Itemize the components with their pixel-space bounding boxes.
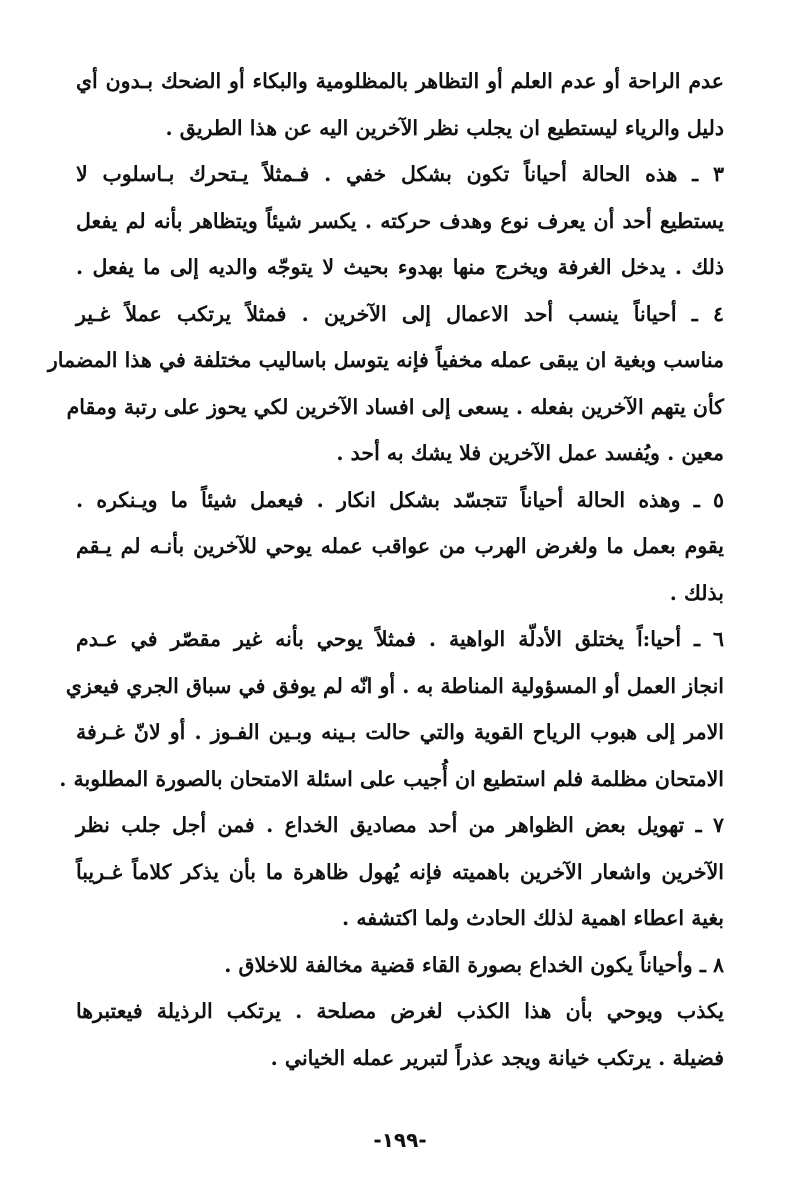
- text-line: بذلك .: [669, 580, 724, 605]
- text-line: الآخرين واشعار الآخرين باهميته فإنه يُهول ظاهرة ما بأن يذكر كلاماً غـريباً: [76, 859, 724, 884]
- text-line: كأن يتهم الآخرين بفعله . يسعى إلى افساد الآخرين لكي يحوز على رتبة ومقام: [66, 394, 724, 419]
- text-line: يقوم بعمل ما ولغرض الهرب من عواقب عمله يوحي للآخرين بأنـه لم يـقم: [76, 534, 724, 558]
- text-line: انجاز العمل أو المسؤولية المناطة به . أو انّه لم يوفق في سباق الجري فيعزي: [65, 673, 724, 698]
- text-line: يستطيع أحد أن يعرف نوع وهدف حركته . يكسر شيئاً ويتظاهر بأنه لم يفعل: [76, 208, 724, 233]
- text-line: ٦ ـ أحيا:اً يختلق الأدلّة الواهية . فمثلاً يوحي بأنه غير مقصّر في عـدم: [76, 627, 724, 651]
- text-line: ٧ ـ تهويل بعض الظواهر من أحد مصاديق الخداع . فمن أجل جلب نظر: [76, 813, 724, 837]
- page-number: -١٩٩-: [373, 1128, 427, 1152]
- document-body: [47, 58, 724, 1081]
- text-line: بغية اعطاء اهمية لذلك الحادث ولما اكتشفه .: [342, 906, 724, 930]
- text-line: ٨ ـ وأحياناً يكون الخداع بصورة القاء قضية مخالفة للاخلاق .: [224, 952, 724, 977]
- text-line: ٤ ـ أحياناً ينسب أحد الاعمال إلى الآخرين . فمثلاً يرتكب عملاً غـير: [76, 301, 724, 326]
- text-line: دليل والرياء ليستطيع ان يجلب نظر الآخرين اليه عن هذا الطريق .: [165, 115, 724, 140]
- text-line: يكذب ويوحي بأن هذا الكذب لغرض مصلحة . يرتكب الرذيلة فيعتبرها: [76, 999, 724, 1023]
- text-line: فضيلة . يرتكب خيانة ويجد عذراً لتبرير عمله الخياني .: [270, 1045, 724, 1070]
- text-line: الامتحان مظلمة فلم استطيع ان أُجيب على اسئلة الامتحان بالصورة المطلوبة .: [59, 766, 724, 791]
- text-line: مناسب وبغية ان يبقى عمله مخفياً فإنه يتوسل باساليب مختلفة في هذا المضمار: [47, 348, 724, 372]
- text-line: عدم الراحة أو عدم العلم أو التظاهر بالمظلومية والبكاء أو الضحك بـدون أي: [76, 69, 724, 93]
- text-line: ذلك . يدخل الغرفة ويخرج منها بهدوء بحيث لا يتوجّه والديه إلى ما يفعل .: [76, 255, 724, 279]
- text-line: ٣ ـ هذه الحالة أحياناً تكون بشكل خفي . فـمثلاً يـتحرك بـاسلوب لا: [76, 162, 724, 186]
- text-line: الامر إلى هبوب الرياح القوية والتي حالت بـينه وبـين الفـوز . أو لانّ غـرفة: [76, 720, 724, 744]
- text-line: معين . ويُفسد عمل الآخرين فلا يشك به أحد .: [336, 441, 724, 465]
- text-line: ٥ ـ وهذه الحالة أحياناً تتجسّد بشكل انكار . فيعمل شيئاً ما ويـنكره .: [76, 487, 724, 512]
